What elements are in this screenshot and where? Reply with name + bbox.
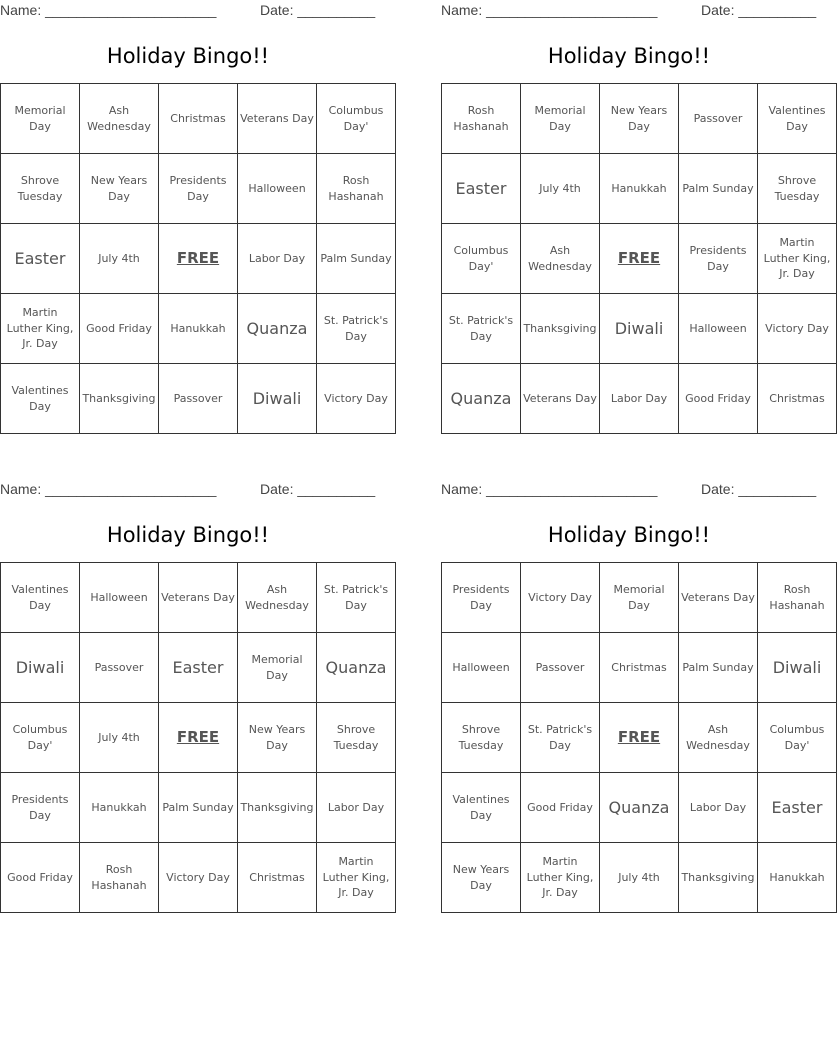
bingo-cell: Veterans Day	[238, 84, 317, 154]
bingo-cell: Columbus Day'	[1, 703, 80, 773]
bingo-cell: Good Friday	[1, 843, 80, 913]
bingo-cell: Martin Luther King, Jr. Day	[1, 294, 80, 364]
bingo-cell: Martin Luther King, Jr. Day	[317, 843, 396, 913]
bingo-cell: Shrove Tuesday	[1, 154, 80, 224]
bingo-cell: Ash Wednesday	[521, 224, 600, 294]
bingo-cell: Valentines Day	[442, 773, 521, 843]
bingo-grid	[0, 562, 396, 913]
name-field-label: Name: ______________________	[0, 2, 217, 18]
bingo-cell: Columbus Day'	[758, 703, 837, 773]
bingo-cell: Thanksgiving	[521, 294, 600, 364]
grid-row	[1, 224, 396, 294]
name-field-label: Name: ______________________	[441, 481, 658, 497]
card-header	[441, 479, 817, 501]
grid-row	[1, 364, 396, 434]
bingo-cell: Diwali	[238, 364, 317, 434]
bingo-cell: Hanukkah	[758, 843, 837, 913]
date-field-label: Date: __________	[701, 481, 817, 497]
card-header	[441, 0, 817, 22]
bingo-cell: Quanza	[238, 294, 317, 364]
bingo-cell: Ash Wednesday	[679, 703, 758, 773]
bingo-cell: Christmas	[159, 84, 238, 154]
grid-row	[1, 154, 396, 224]
bingo-cell: July 4th	[80, 703, 159, 773]
bingo-cell: New Years Day	[442, 843, 521, 913]
card-header	[0, 479, 376, 501]
bingo-cell: New Years Day	[238, 703, 317, 773]
grid-row	[1, 773, 396, 843]
bingo-grid	[0, 83, 396, 434]
bingo-cell: Rosh Hashanah	[80, 843, 159, 913]
bingo-cell: Palm Sunday	[679, 633, 758, 703]
bingo-cell: Victory Day	[758, 294, 837, 364]
card-title: Holiday Bingo!!	[547, 44, 711, 68]
bingo-cell: Christmas	[600, 633, 679, 703]
bingo-cell: July 4th	[600, 843, 679, 913]
free-space-cell: FREE	[600, 703, 679, 773]
bingo-cell: Easter	[758, 773, 837, 843]
bingo-cell: Memorial Day	[521, 84, 600, 154]
bingo-cell: Thanksgiving	[238, 773, 317, 843]
bingo-cell: Good Friday	[679, 364, 758, 434]
grid-row	[442, 563, 837, 633]
bingo-cell: Martin Luther King, Jr. Day	[758, 224, 837, 294]
grid-row	[442, 633, 837, 703]
bingo-cell: Shrove Tuesday	[442, 703, 521, 773]
bingo-cell: Memorial Day	[1, 84, 80, 154]
bingo-cell: Labor Day	[238, 224, 317, 294]
bingo-cell: Passover	[80, 633, 159, 703]
bingo-cell: Diwali	[758, 633, 837, 703]
bingo-cell: July 4th	[80, 224, 159, 294]
free-space-cell: FREE	[159, 703, 238, 773]
grid-row	[442, 843, 837, 913]
bingo-cell: Ash Wednesday	[80, 84, 159, 154]
bingo-cell: Easter	[1, 224, 80, 294]
bingo-card-1	[0, 0, 392, 413]
bingo-cell: Veterans Day	[159, 563, 238, 633]
grid-row	[1, 563, 396, 633]
bingo-cell: Quanza	[317, 633, 396, 703]
bingo-cell: Hanukkah	[80, 773, 159, 843]
grid-row	[442, 773, 837, 843]
bingo-cell: Presidents Day	[679, 224, 758, 294]
bingo-cell: Christmas	[238, 843, 317, 913]
bingo-cell: Veterans Day	[679, 563, 758, 633]
bingo-cell: Valentines Day	[1, 563, 80, 633]
card-title: Holiday Bingo!!	[547, 523, 711, 547]
bingo-cell: Hanukkah	[600, 154, 679, 224]
grid-row	[442, 703, 837, 773]
grid-row	[442, 294, 837, 364]
card-header	[0, 0, 376, 22]
bingo-cell: Presidents Day	[1, 773, 80, 843]
bingo-cell: Halloween	[442, 633, 521, 703]
bingo-cell: Shrove Tuesday	[317, 703, 396, 773]
bingo-cell: Presidents Day	[159, 154, 238, 224]
bingo-cell: Memorial Day	[238, 633, 317, 703]
bingo-cell: Victory Day	[317, 364, 396, 434]
free-space-cell: FREE	[159, 224, 238, 294]
bingo-cell: Halloween	[238, 154, 317, 224]
bingo-cell: St. Patrick's Day	[317, 563, 396, 633]
bingo-cell: Columbus Day'	[442, 224, 521, 294]
bingo-cell: St. Patrick's Day	[317, 294, 396, 364]
bingo-cell: Passover	[159, 364, 238, 434]
bingo-cell: New Years Day	[600, 84, 679, 154]
card-title: Holiday Bingo!!	[106, 523, 270, 547]
bingo-cell: Halloween	[679, 294, 758, 364]
bingo-cell: St. Patrick's Day	[442, 294, 521, 364]
bingo-grid	[441, 562, 837, 913]
bingo-cell: Palm Sunday	[159, 773, 238, 843]
free-space-cell: FREE	[600, 224, 679, 294]
date-field-label: Date: __________	[260, 2, 376, 18]
bingo-cell: Memorial Day	[600, 563, 679, 633]
grid-row	[442, 84, 837, 154]
date-field-label: Date: __________	[701, 2, 817, 18]
bingo-cell: July 4th	[521, 154, 600, 224]
grid-row	[1, 294, 396, 364]
bingo-cell: Palm Sunday	[679, 154, 758, 224]
bingo-card-4	[441, 479, 825, 900]
grid-row	[442, 364, 837, 434]
bingo-cell: Thanksgiving	[679, 843, 758, 913]
grid-row	[442, 224, 837, 294]
bingo-cell: Diwali	[600, 294, 679, 364]
bingo-cell: St. Patrick's Day	[521, 703, 600, 773]
bingo-cell: Rosh Hashanah	[317, 154, 396, 224]
bingo-cell: Valentines Day	[1, 364, 80, 434]
grid-row	[442, 154, 837, 224]
bingo-cell: Victory Day	[159, 843, 238, 913]
bingo-cell: Hanukkah	[159, 294, 238, 364]
bingo-cell: Labor Day	[600, 364, 679, 434]
bingo-grid	[441, 83, 837, 434]
card-title: Holiday Bingo!!	[106, 44, 270, 68]
bingo-cell: Good Friday	[521, 773, 600, 843]
bingo-cell: Shrove Tuesday	[758, 154, 837, 224]
grid-row	[1, 84, 396, 154]
bingo-cell: Passover	[679, 84, 758, 154]
bingo-cell: Quanza	[442, 364, 521, 434]
bingo-cell: Labor Day	[317, 773, 396, 843]
bingo-cell: Martin Luther King, Jr. Day	[521, 843, 600, 913]
bingo-cell: Ash Wednesday	[238, 563, 317, 633]
grid-row	[1, 843, 396, 913]
bingo-cell: Thanksgiving	[80, 364, 159, 434]
name-field-label: Name: ______________________	[441, 2, 658, 18]
bingo-card-2	[441, 0, 831, 408]
bingo-cell: Palm Sunday	[317, 224, 396, 294]
date-field-label: Date: __________	[260, 481, 376, 497]
grid-row	[1, 633, 396, 703]
bingo-cell: Presidents Day	[442, 563, 521, 633]
bingo-cell: Victory Day	[521, 563, 600, 633]
bingo-cell: Columbus Day'	[317, 84, 396, 154]
name-field-label: Name: ______________________	[0, 481, 217, 497]
grid-row	[1, 703, 396, 773]
bingo-cell: Veterans Day	[521, 364, 600, 434]
bingo-card-3	[0, 479, 390, 900]
bingo-cell: Diwali	[1, 633, 80, 703]
bingo-cell: Rosh Hashanah	[442, 84, 521, 154]
bingo-cell: Quanza	[600, 773, 679, 843]
bingo-cell: Labor Day	[679, 773, 758, 843]
bingo-cell: Easter	[442, 154, 521, 224]
bingo-cell: Halloween	[80, 563, 159, 633]
bingo-cell: Christmas	[758, 364, 837, 434]
bingo-cell: Passover	[521, 633, 600, 703]
bingo-cell: Easter	[159, 633, 238, 703]
bingo-cell: Rosh Hashanah	[758, 563, 837, 633]
bingo-cell: New Years Day	[80, 154, 159, 224]
bingo-cell: Good Friday	[80, 294, 159, 364]
bingo-cell: Valentines Day	[758, 84, 837, 154]
